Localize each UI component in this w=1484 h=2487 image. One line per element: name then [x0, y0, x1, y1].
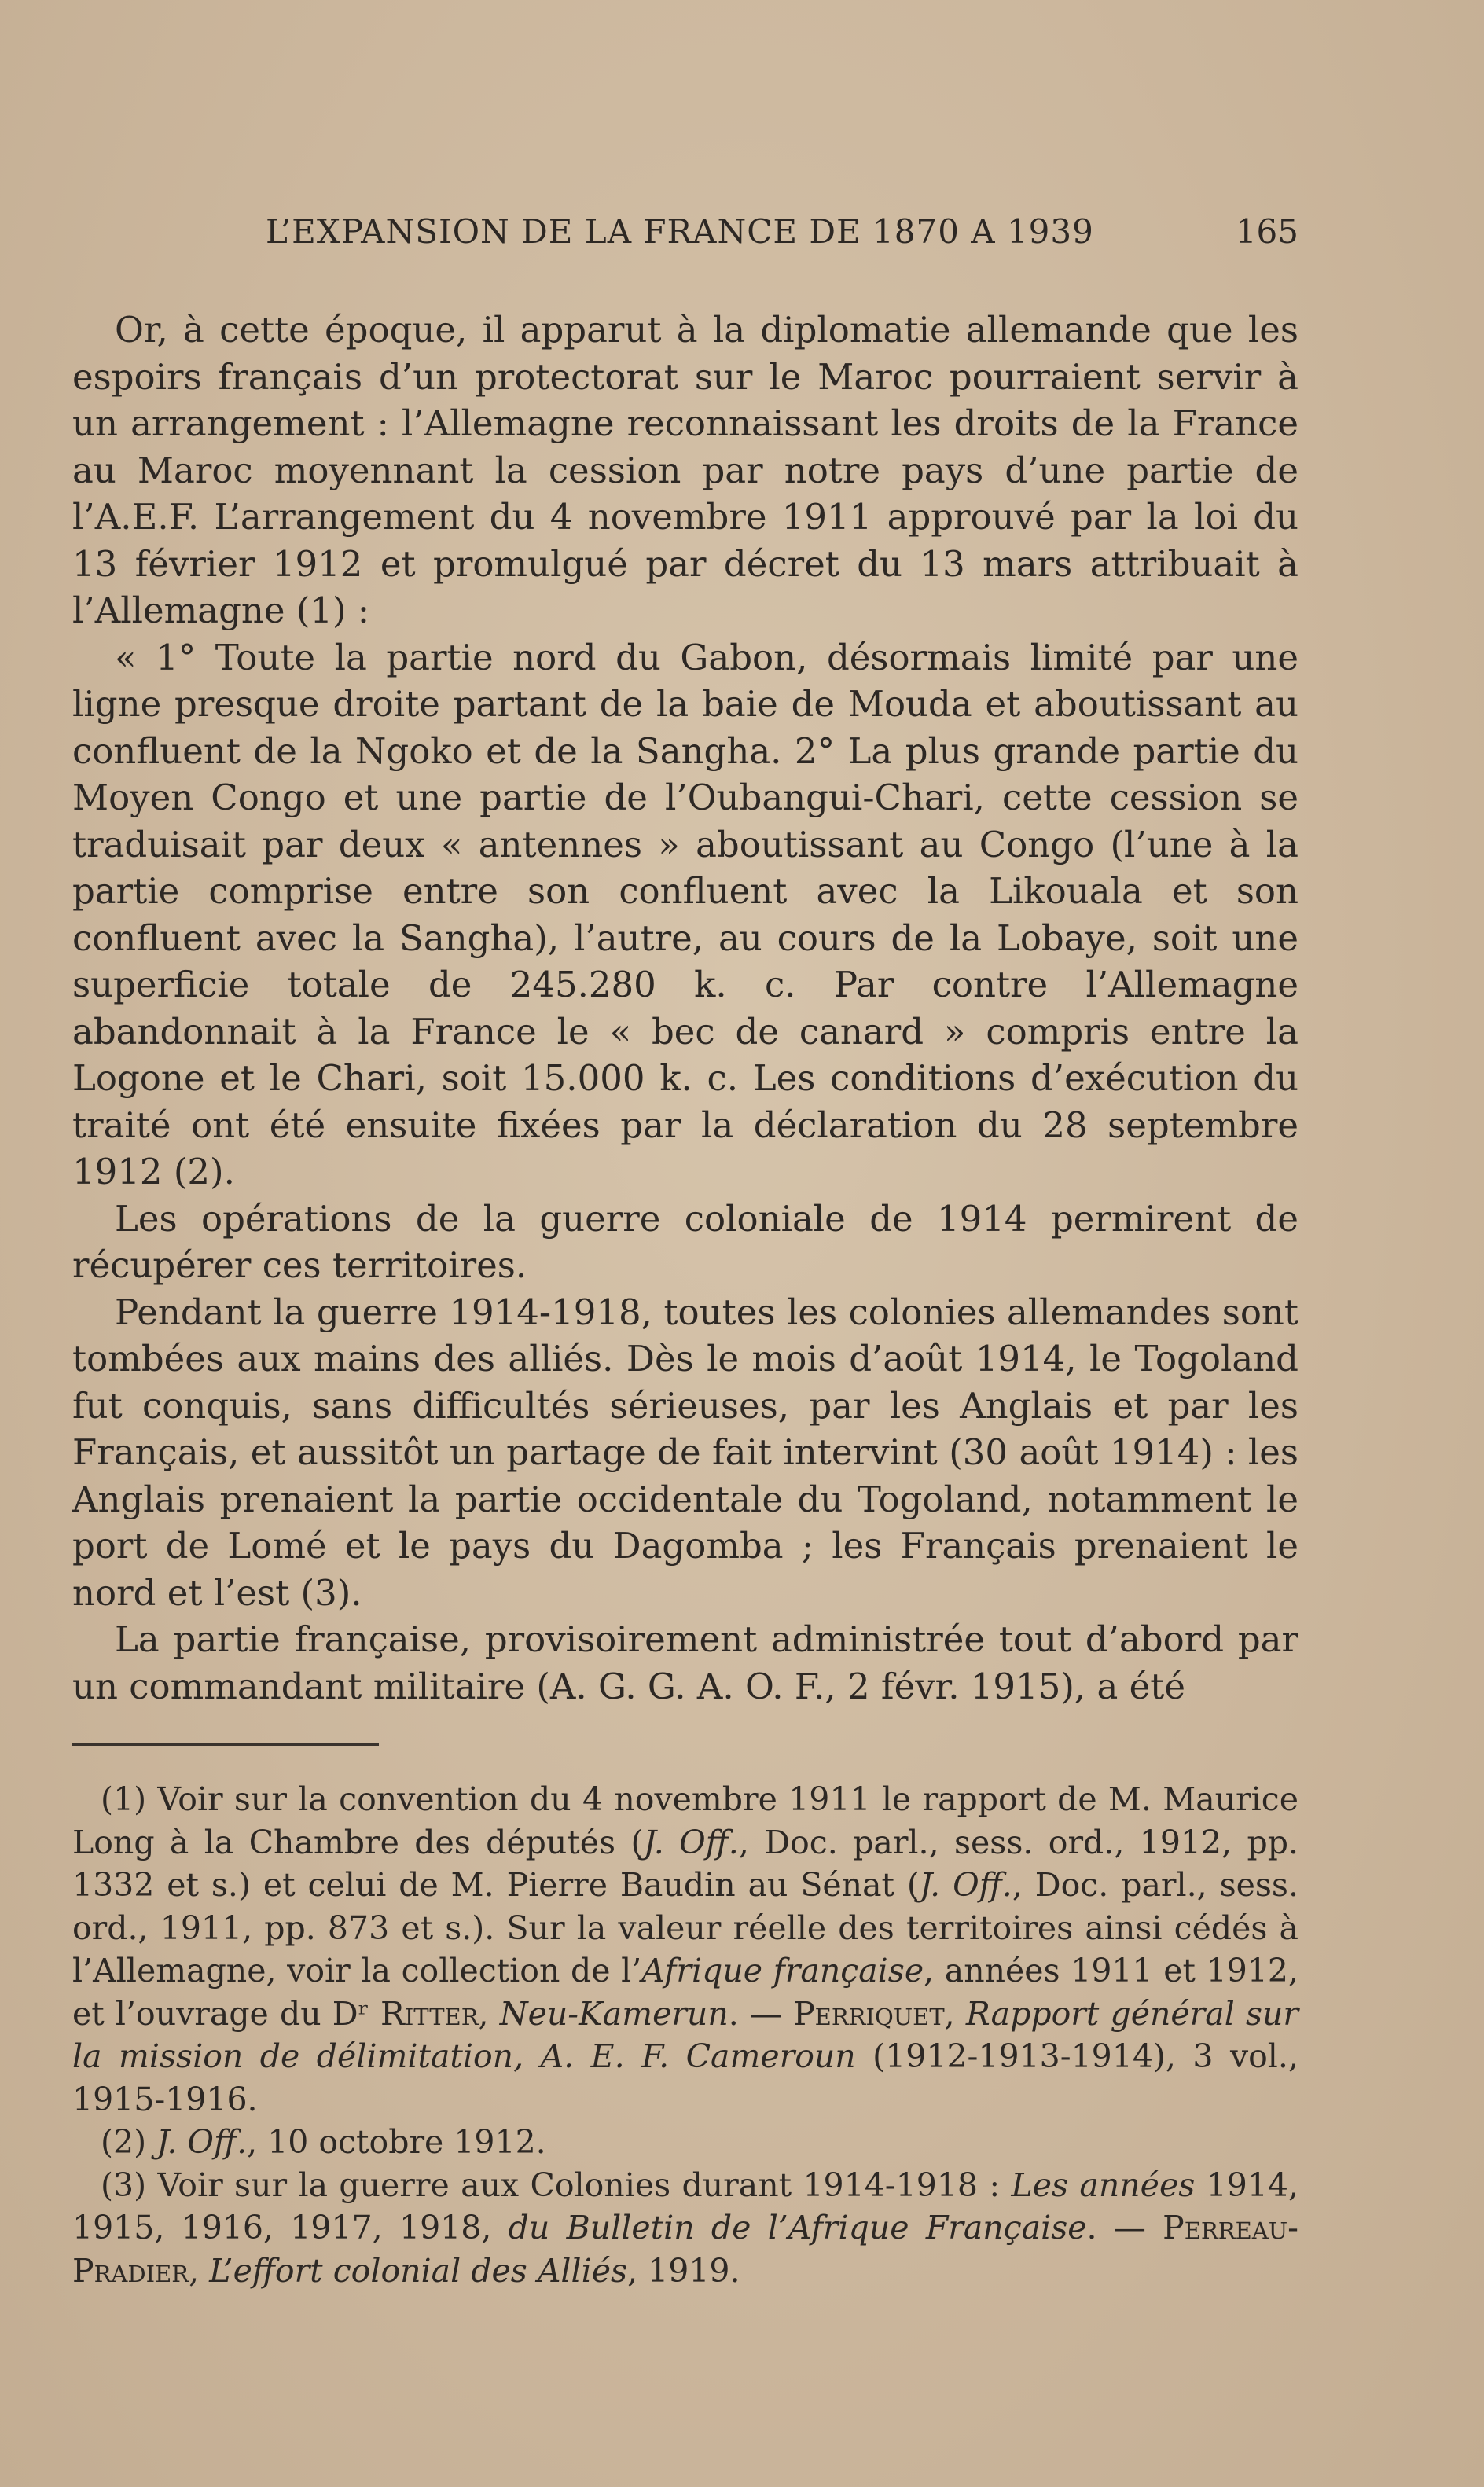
footnote-3: (3) Voir sur la guerre aux Colonies durant 1914-1918 : Les années 1914, 1915, 1916, 1917, 1918, du Bulletin de l’Afrique Française. — Perreau-Pradier, L’effort colonial des Alliés, 1919. [72, 2166, 1298, 2290]
running-head: L’EXPANSION DE LA FRANCE DE 1870 A 1939 [266, 212, 1094, 251]
footnote-1: (1) Voir sur la convention du 4 novembre 1911 le rapport de M. Maurice Long à la Chambre des députés (J. Off., Doc. parl., sess. ord., 1912, pp. 1332 et s.) et celui de M. Pierre Baudin au Sénat (J. Off., Doc. parl., sess. ord., 1911, pp. 873 et s.). Sur la valeur réelle des territoires ainsi cédés à l’Allemagne, voir la collection de l’Afrique française, années 1911 et 1912, et l’ouvrage du Dʳ Ritter, Neu-Kamerun. — Perriquet, Rapport général sur la mission de délimitation, A. E. F. Cameroun (1912-1913-1914), 3 vol., 1915-1916. [72, 1780, 1298, 2118]
paragraph: Les opérations de la guerre coloniale de 1914 permirent de récupérer ces territoires. [72, 1197, 1298, 1286]
paragraph: La partie française, provisoirement administrée tout d’abord par un commandant militaire (A. G. G. A. O. F., 2 févr. 1915), a été [72, 1618, 1298, 1707]
page-number: 165 [1235, 212, 1298, 251]
page-header [72, 212, 1298, 267]
footnotes [72, 1778, 1298, 2292]
footnote-2: (2) J. Off., 10 octobre 1912. [101, 2123, 546, 2161]
paragraph: Pendant la guerre 1914-1918, toutes les colonies allemandes sont tombées aux mains des alliés. Dès le mois d’août 1914, le Togoland fut conquis, sans difficultés sérieuses, par les Anglais et par les Français, et aussitôt un partage de fait intervint (30 août 1914) : les Anglais prenaient la partie occidentale du Togoland, notamment le port de Lomé et le pays du Dagomba ; les Français prenaient le nord et l’est (3). [72, 1291, 1298, 1614]
paragraph: Or, à cette époque, il apparut à la diplomatie allemande que les espoirs français d’un protectorat sur le Maroc pourraient servir à un arrangement : l’Allemagne reconnaissant les droits de la France au Maroc moyennant la cession par notre pays d’une partie de l’A.E.F. L’arrangement du 4 novembre 1911 approuvé par la loi du 13 février 1912 et promulgué par décret du 13 mars attribuait à l’Allemagne (1) : [72, 309, 1298, 631]
paragraph: « 1° Toute la partie nord du Gabon, désormais limité par une ligne presque droite partant de la baie de Mouda et aboutissant au confluent de la Ngoko et de la Sangha. 2° La plus grande partie du Moyen Congo et une partie de l’Oubangui-Chari, cette cession se traduisait par deux « antennes » aboutissant au Congo (l’une à la partie comprise entre son confluent avec la Likouala et son confluent avec la Sangha), l’autre, au cours de la Lobaye, soit une superficie totale de 245.280 k. c. Par contre l’Allemagne abandonnait à la France le « bec de canard » compris entre la Logone et le Chari, soit 15.000 k. c. Les conditions d’exécution du traité ont été ensuite fixées par la déclaration du 28 septembre 1912 (2). [72, 636, 1298, 1192]
footnote-divider [72, 1743, 379, 1746]
body-text [72, 307, 1298, 1710]
